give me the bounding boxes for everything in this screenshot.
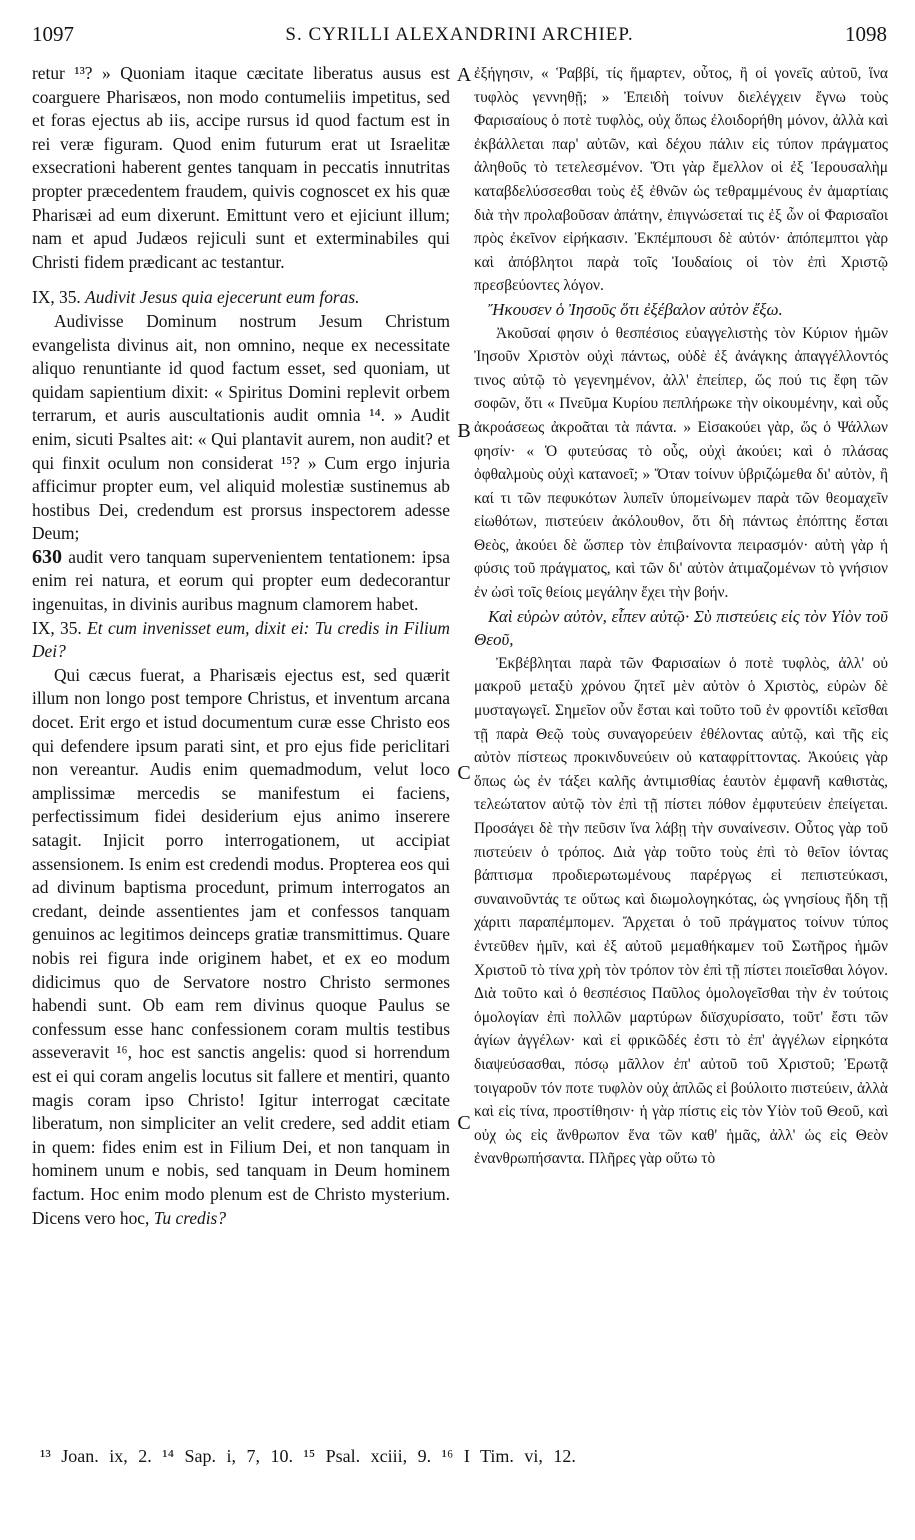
margin-letter-c-2: C xyxy=(457,1112,471,1134)
column-number: 630 xyxy=(32,545,62,568)
latin-heading-2-text: Et cum invenisset eum, dixit ei: Tu credis in Filium Dei? xyxy=(32,617,450,662)
margin-letter-a: A xyxy=(456,64,472,86)
greek-heading-1: Ἤκουσεν ὁ Ἰησοῦς ὅτι ἐξέβαλον αὐτὸν ἔξω. xyxy=(488,299,783,319)
latin-heading-1-text: Audivit Jesus quia ejecerunt eum foras. xyxy=(85,287,360,308)
margin-letter-c: C xyxy=(457,762,471,784)
latin-paragraph-2b xyxy=(32,546,450,617)
footnotes xyxy=(40,1446,887,1467)
greek-column xyxy=(474,62,888,1432)
latin-heading-2-ref: IX, 35. xyxy=(32,617,82,638)
latin-column xyxy=(32,62,450,1432)
footnote-14: ¹⁴ Sap. i, 7, 10. xyxy=(162,1446,293,1466)
running-title: S. CYRILLI ALEXANDRINI ARCHIEP. xyxy=(285,24,634,45)
latin-paragraph-3 xyxy=(32,664,450,1230)
latin-paragraph-2b-text: audit vero tanquam supervenientem tentationem: ipsa enim rei natura, et eorum qui propter eum dedecorantur ingenuitas, in divinis auribus magnum clamorem habet. xyxy=(32,546,450,615)
latin-heading-1-ref: IX, 35. xyxy=(32,287,81,308)
page-number-left: 1097 xyxy=(32,22,74,46)
greek-heading-2: Καὶ εὑρὼν αὐτὸν, εἶπεν αὐτῷ· Σὺ πιστεύεις εἰς τὸν Υἱὸν τοῦ Θεοῦ, xyxy=(474,606,888,650)
latin-paragraph-2: Audivisse Dominum nostrum Jesum Christum evangelista divinus ait, non omnino, neque ex necessitate aliquo renuntiante id quod factum esset, sed quoniam, ut quidam sapientium dixit: « Spiritus Domini replevit orbem terrarum, et auris auscultationis audit omnia ¹⁴. » Audit enim, sicuti Psaltes ait: « Qui plantavit aurem, non audit? et qui finxit oculum non considerat ¹⁵? » Cum ergo injuria afficimur propter eum, vel aliquid molestiæ sustinemus ab hostibus Dei, credendum est prorsus inspectorem adesse Deum; xyxy=(32,310,450,544)
latin-paragraph-3-end: Tu credis? xyxy=(153,1207,227,1228)
footnote-13: ¹³ Joan. ix, 2. xyxy=(40,1446,152,1466)
footnote-15: ¹⁵ Psal. xciii, 9. xyxy=(303,1446,432,1466)
latin-paragraph-1: retur ¹³? » Quoniam itaque cæcitate liberatus ausus est coarguere Pharisæos, non modo contumeliis impetitus, sed et foras ejectus ab iis, accipe rursus id quod factum est in rei veræ figuram. Quod enim futurum erat ut Israelitæ exsecrationi haberent gentes tanquam in peccatis innutritas propter præcedentem fraudem, quivis cognoscet ex his quæ Pharisæi ad eum dixerunt. Emittunt vero et ejiciunt illum; nam et apud Judæos rejiculi sunt et exterminabiles qui Christi fidem prædicant ac testantur. xyxy=(32,63,450,272)
page-header xyxy=(32,22,887,50)
page-number-right: 1098 xyxy=(845,22,887,46)
greek-paragraph-1: ἐξήγησιν, « Ῥαββί, τίς ἥμαρτεν, οὗτος, ἢ οἱ γονεῖς αὐτοῦ, ἵνα τυφλὸς γεννηθῇ; » Ἐπειδὴ τοίνυν διελέγχειν ἔγνω τοὺς Φαρισαίους ὁ ποτὲ τυφλὸς, οὐχ ὅπως ἐλοιδορήθη μόνον, ἀλλὰ καὶ ἐκβάλλεται παρ' αὐτῶν, καὶ δέχου πάλιν εἰς τύπον πράγματος ἀληθοῦς τὸ τετελεσμένον. Ὅτι γὰρ ἔμελλον οἱ ἐξ Ἱερουσαλὴμ καταβδελύσσεσθαι τοὺς ἐξ ἐθνῶν ὡς τεθραμμένους ἐν ἁμαρτίαις διὰ τὴν προλαβοῦσαν ἀπάτην, ἐπιγνώσεταί τις ἐξ ὧν οἱ Φαρισαῖοι πρὸς ἐκεῖνον εἰρήκασιν. Ἐκπέμπουσι δὲ αὐτόν· ἀπόπεμπτοι γὰρ καὶ ἀπόβλητοι παρὰ τοῖς Ἰουδαίοις οἱ τὸν ἐπὶ Χριστῷ πρεσβεύοντες λόγον. xyxy=(474,65,888,295)
latin-heading-2 xyxy=(32,617,450,664)
margin-letter-b: B xyxy=(457,420,471,442)
latin-paragraph-3-text: Qui cæcus fuerat, a Pharisæis ejectus est, sed quærit illum non longo post tempore Christus, et inventum arcana docet. Erit ergo et istud documentum curæ esse Christo eos qui defendere ipsum parati sint, et pro ejus fide periclitari non vereantur. Audis enim quemadmodum, velut loco amplissimæ mercedis se manifestum ei faciens, perfectissimum fidei desiderium ejus animo inserere satagit. Injicit porro interrogationem, ut accipiat assensionem. Is enim est credendi modus. Propterea eos qui ad divinum baptisma procedunt, primum interrogatos an credant, deinde assentientes jam et confessos tanquam genuinos ac legitimos deinceps gratiæ transmittimus. Quare nobis rei figura inde originem habet, et ex eo modum didicimus quo de Servatore nostro Christo sermones habendi sunt. Ob eam rem divinus quoque Paulus se confessum esse hanc confessionem coram multis testibus asseveravit ¹⁶, hoc est sanctis angelis: quod si horrendum est ei qui coram angelis locutus sit fallere et mentiri, quanto magis coram ipso Christo! Igitur interrogat cæcitate liberatum, non simpliciter an velit credere, sed addit etiam in quem: fides enim est in Filium Dei, et non tanquam in hominem unum e nobis, sed tanquam in Deum hominem factum. Hoc enim modo plenum est de Christo mysterium. Dicens vero hoc, xyxy=(32,664,450,1228)
greek-paragraph-2: Ἀκοῦσαί φησιν ὁ θεσπέσιος εὐαγγελιστὴς τὸν Κύριον ἡμῶν Ἰησοῦν Χριστὸν οὐχὶ πάντως, οὐδὲ ἐξ ἀνάγκης ἀπαγγέλλοντός τινος αὐτῷ τὸ γεγενημένον, ἀλλ' ἐπείπερ, ὥς πού τις ἔφη τῶν σοφῶν, ὅτι « Πνεῦμα Κυρίου πεπλήρωκε τὴν οἰκουμένην, καὶ οὖς ἀκροάσεως ἀκροᾶται τὰ πάντα. » Εἰσακούει γὰρ, ὥς ὁ Ψάλλων φησίν· « Ὁ φυτεύσας τὸ οὖς, οὐχὶ ἀκούει; καὶ ὁ πλάσας ὀφθαλμοὺς οὐχὶ κατανοεῖ; » Ὅταν τοίνυν ὑβριζώμεθα δι' αὐτὸν, ἢ καί τι τῶν πεφυκότων λυπεῖν ὑπομείνωμεν παρὰ τῶν θεομαχεῖν εἰωθότων, πιστεύειν ἀκόλουθον, ὅτι δὴ πάντως ἐπόπτης ἔσται Θεὸς, ἀκούει δὲ ὥσπερ τὸν ἐπιβαίνοντα πειρασμόν· αὐτὴ γὰρ ἡ φύσις τοῦ πράγματος, καὶ τῶν δι' αὐτὸν ἀτιμαζομένων τὸ γνήσιον ἐν ὠσὶ τοῖς θείοις μεγάλην ἔχει τὴν βοήν. xyxy=(474,324,888,602)
greek-paragraph-3: Ἐκβέβληται παρὰ τῶν Φαρισαίων ὁ ποτὲ τυφλὸς, ἀλλ' οὐ μακροῦ μεταξὺ χρόνου ζητεῖ μὲν αὐτὸν ὁ Χριστὸς, εὑρὼν δὲ μυσταγωγεῖ. Σημεῖον οὖν ἔσται καὶ τοῦτο τοῦ ἐν φροντίδι κεῖσθαι τῇ παρὰ Θεῷ τοὺς συναγορεύειν ἐθέλοντας αὐτῷ, καὶ τῆς εἰς αὐτὸν πίστεως προκινδυνεύειν οὐ καταφρίττοντας. Ἀκούεις γὰρ ὅπως ὡς ἐν τάξει καλῆς ἀντιμισθίας ἑαυτὸν ἐμφανῆ καθιστὰς, τελεώτατον αὐτῷ τὸν ἐπὶ τῇ πίστει πόθον ἐμφυτεύειν ἐπείγεται. Προσάγει δὲ τὴν πεῦσιν ἵνα λάβῃ τὴν συναίνεσιν. Οὗτος γὰρ τοῦ πιστεύειν ὁ τρόπος. Διὰ γὰρ τοῦτο τοὺς ἐπὶ τὸ θεῖον ἰόντας βάπτισμα προδιερωτωμένους παρέργως εἰ πεπιστεύκασι, συναινοῦντάς τε οὕτως καὶ διωμολογηκότας, ὡς γνησίους ἤδη τῇ χάριτι παραπέμπομεν. Ἄρχεται ὁ τοῦ πράγματος τοίνυν τύπος ἐντεῦθεν ἡμῖν, καὶ ἐξ αὐτοῦ μεμαθήκαμεν τοῦ Σωτῆρος ἡμῶν Χριστοῦ τὸ τίνα χρὴ τὸν τρόπον τὸν ἐπὶ τῇ πίστει ποιεῖσθαι λόγον. Διὰ τοῦτο καὶ ὁ θεσπέσιος Παῦλος ὁμολογεῖσθαι τὴν ἐν τούτοις ὁμολογίαν ἐπὶ πολλῶν μαρτύρων διϊσχυρίσατο, τοῦτ' ἔστι τῶν ἁγίων ἀγγέλων· καὶ εἰ φρικῶδές ἐστι τὸ ἐπ' ἀγγέλων εἰρηκότα διαψεύσασθαι, πόσῳ μᾶλλον ἐπ' αὐτοῦ τοῦ Χριστοῦ; Ἐρωτᾷ τοιγαροῦν τόν ποτε τυφλὸν οὐχ ἁπλῶς εἰ βούλοιτο πιστεύειν, ἀλλὰ καὶ εἰς τίνα, προστίθησιν· ἡ γὰρ πίστις εἰς τὸν Υἱὸν τοῦ Θεοῦ, καὶ οὐχ ὡς εἰς ἄνθρωπον ἕνα τῶν καθ' ἡμᾶς, ἀλλ' ὡς εἰς Θεὸν ἐνανθρωπήσαντα. Πλῆρες γὰρ οὕτω τὸ xyxy=(474,654,888,1168)
latin-heading-1 xyxy=(32,286,450,310)
footnote-16: ¹⁶ I Tim. vi, 12. xyxy=(441,1446,576,1466)
